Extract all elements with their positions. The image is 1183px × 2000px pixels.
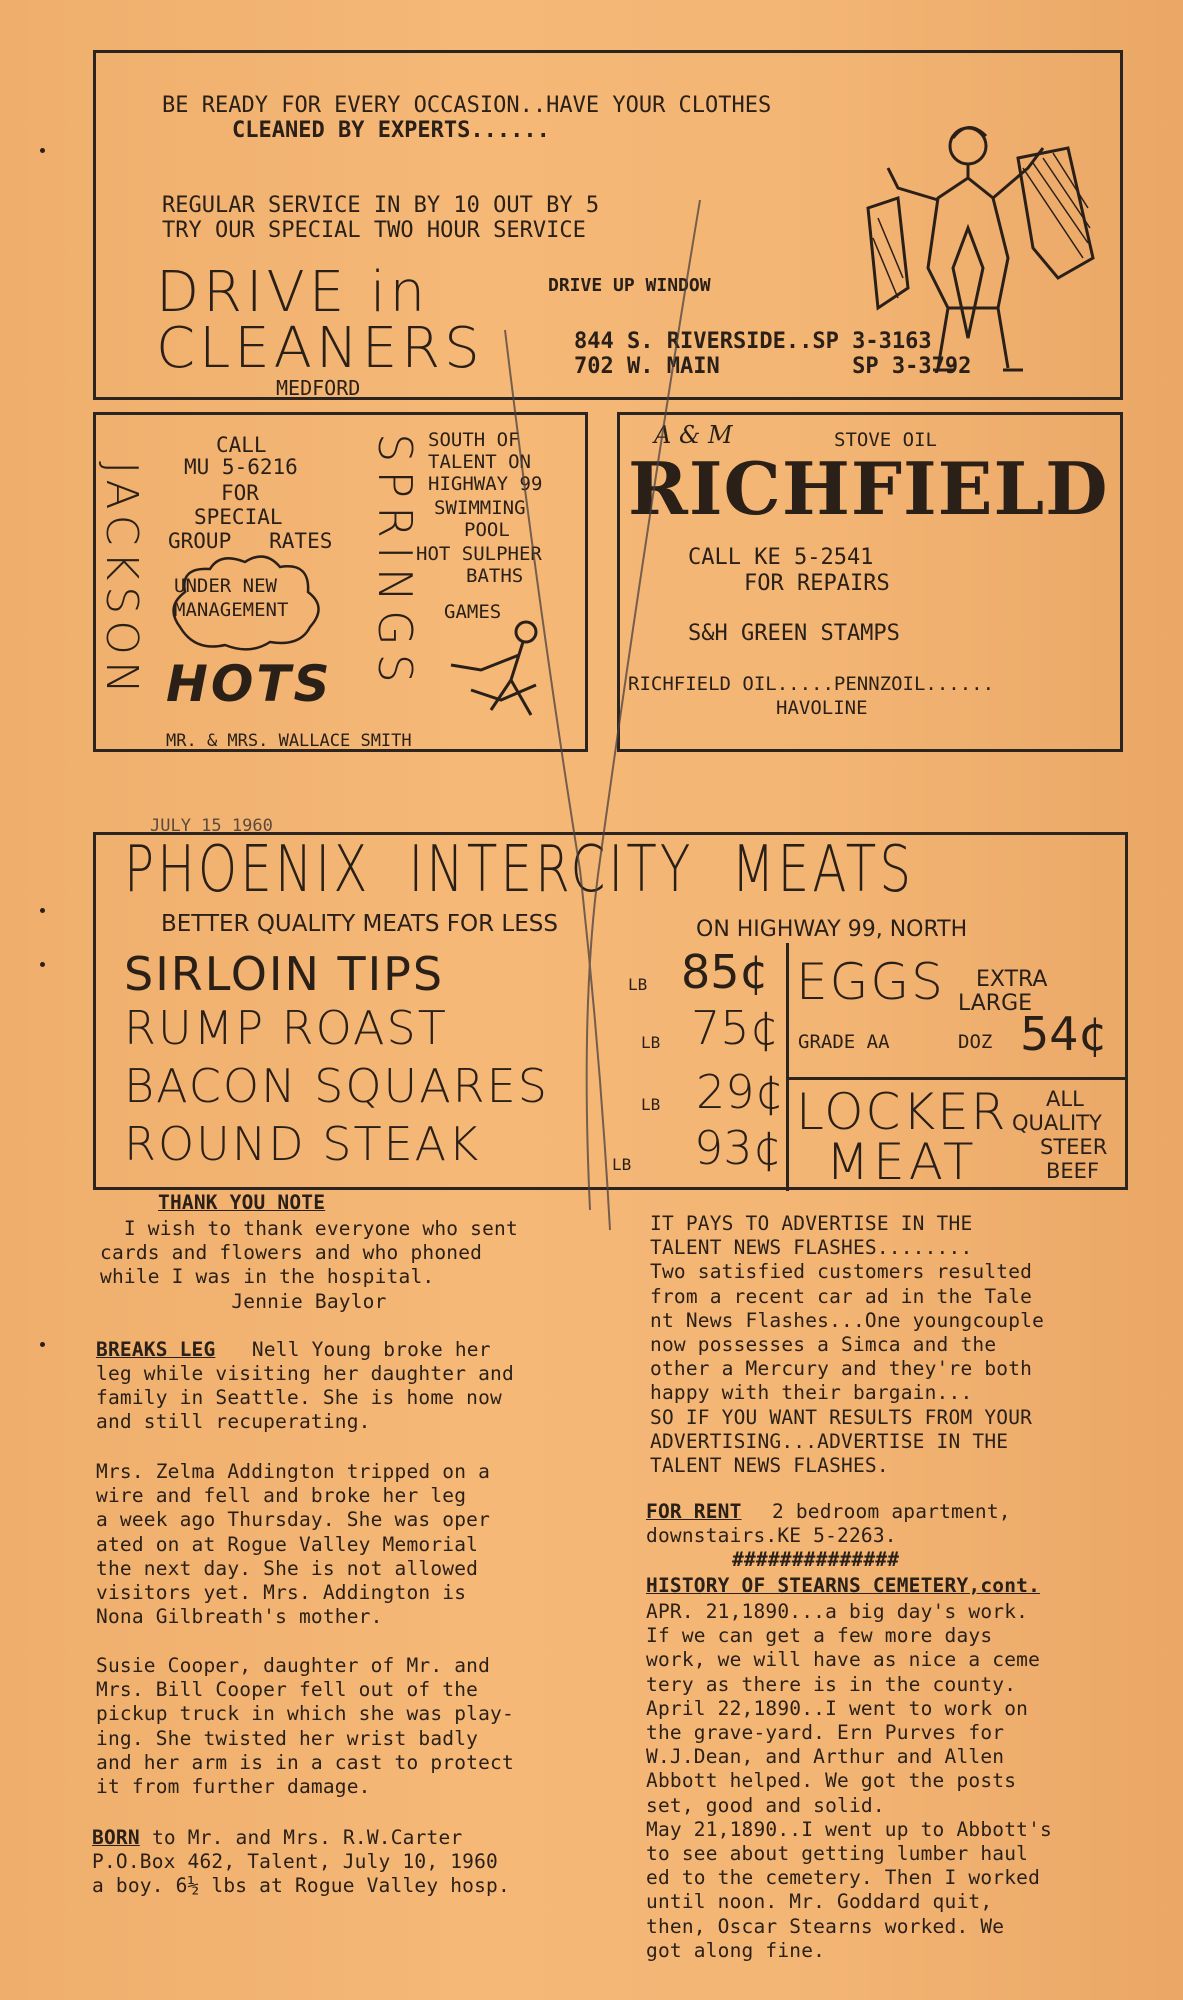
locker-quality: QUALITY [1012,1111,1102,1135]
thank-you-heading: THANK YOU NOTE [158,1191,326,1214]
richfield-logo-text: RICHFIELD [628,446,1109,531]
for-rent-first-line: 2 bedroom apartment, [760,1500,1011,1523]
richfield-stamps: S&H GREEN STAMPS [688,621,900,646]
eggs-large: LARGE [958,991,1033,1016]
meat-item-price: 85¢ [681,945,769,999]
section-divider: ############## [732,1548,900,1571]
eggs-extra: EXTRA [976,967,1048,992]
meat-item-name: RUMP ROAST [124,1001,448,1055]
richfield-havoline: HAVOLINE [776,697,868,719]
jackson-under-new: UNDER NEW [174,575,277,597]
jackson-baths: BATHS [466,565,524,587]
for-rent-body: downstairs.KE 5-2263. [646,1524,897,1547]
born-first-line: to Mr. and Mrs. R.W.Carter [140,1826,463,1849]
for-rent-heading: FOR RENT [646,1500,742,1523]
drive-up-window: DRIVE UP WINDOW [548,275,711,296]
cleaners-name-2: CLEANERS [156,316,484,381]
locker-steer: STEER [1040,1135,1108,1159]
breaks-leg-heading: BREAKS LEG [96,1338,216,1361]
meat-item-price: 75¢ [691,1001,779,1055]
jackson-group-rates: GROUP RATES [168,529,333,553]
born-body: P.O.Box 462, Talent, July 10, 1960 a boy. 6½ lbs at Rogue Valley hosp. [92,1850,510,1898]
cleaners-name-1: DRIVE in [156,260,430,325]
eggs-grade: GRADE AA [798,1031,890,1053]
cleaners-line-4: TRY OUR SPECIAL TWO HOUR SERVICE [162,218,586,243]
jackson-sulpher: HOT SULPHER [416,543,542,565]
jackson-talent-on: TALENT ON [428,451,531,473]
richfield-repairs: FOR REPAIRS [744,571,890,596]
meat-item-name: ROUND STEAK [124,1117,481,1171]
breaks-leg-body: leg while visiting her daughter and family in Seattle. She is home now and still recuperating. [96,1362,514,1434]
meat-item-name: BACON SQUARES [124,1059,549,1113]
meat-item-price: 93¢ [694,1121,782,1175]
jackson-vertical-text: JACKSON [95,461,147,700]
eggs-doz: DOZ [958,1031,993,1053]
eggs-label: EGGS [796,953,945,1011]
cleaners-address-2: 702 W. MAIN SP 3-3792 [574,354,972,379]
margin-mark [40,148,45,153]
springs-vertical-text: SPRINGS [367,433,422,691]
born-heading: BORN [92,1826,140,1849]
addington-paragraph: Mrs. Zelma Addington tripped on a wire and fell and broke her leg a week ago Thursday. She was oper ated on at Rogue Valley Memorial the next day. She is not allowed visitors yet. Mrs. Addington is Nona Gilbreath's mother. [96,1460,491,1629]
jackson-pool: POOL [464,519,510,541]
meat-item-unit: LB [641,1095,661,1114]
meats-location: ON HIGHWAY 99, NORTH [696,917,968,942]
richfield-oils: RICHFIELD OIL.....PENNZOIL...... [628,673,995,695]
meats-date-stamp: JULY 15 1960 [150,816,273,836]
jackson-swimming: SWIMMING [434,497,526,519]
meat-item-price: 29¢ [696,1065,784,1119]
meat-item-unit: LB [641,1033,661,1052]
jackson-owners: MR. & MRS. WALLACE SMITH [166,731,412,751]
jackson-management: MANAGEMENT [174,599,289,621]
margin-mark [40,908,45,913]
locker-label: LOCKER [796,1083,1008,1141]
jackson-phone: MU 5-6216 [184,455,298,479]
meat-item-unit: LB [612,1155,632,1174]
cleaners-line-1: BE READY FOR EVERY OCCASION..HAVE YOUR CLOTHES [162,93,772,118]
eggs-price: 54¢ [1020,1007,1108,1061]
cleaners-line-3: REGULAR SERVICE IN BY 10 OUT BY 5 [162,193,600,218]
meats-tagline: BETTER QUALITY MEATS FOR LESS [161,911,558,937]
am-label: A & M [654,421,733,449]
jackson-games: GAMES [444,601,502,623]
cleaners-address-1: 844 S. RIVERSIDE..SP 3-3163 [574,329,932,354]
jackson-call: CALL [216,433,267,457]
advertise-paragraph: IT PAYS TO ADVERTISE IN THE TALENT NEWS FLASHES........ Two satisfied customers resulted from a recent car ad in the Tale nt News Flashes...One youngcouple now possesses a Simca and the other a Mercury and they're both happy with their bargain... SO IF YOU WANT RESULTS FROM YOUR ADVERTISING...ADVERTISE IN THE TALENT NEWS FLASHES. [650,1212,1045,1478]
meats-title: PHOENIX INTERCITY MEATS [124,833,915,907]
jackson-special: SPECIAL [194,505,283,529]
history-heading: HISTORY OF STEARNS CEMETERY,cont. [646,1574,1041,1597]
history-body: APR. 21,1890...a big day's work. If we can get a few more days work, we will have as nice a ceme tery as there is in the county. April 22,1890..I went to work on the grave-yard. Ern Purves for W.J.Dean, and Arthur and Allen Abbott helped. We got the posts set, good and solid. May 21,1890..I went up to Abbott's to see about getting lumber haul ed to the cemetery. Then I worked until noon. Mr. Goddard quit, then, Oscar Stearns worked. We got along fine. [646,1600,1052,1962]
jackson-south-of: SOUTH OF [428,429,520,451]
hots-logo-text: HOTS [166,655,333,713]
meat-label: MEAT [826,1133,978,1191]
meat-item-unit: LB [628,975,648,994]
stove-oil-label: STOVE OIL [834,429,937,451]
breaks-leg-first-line: Nell Young broke her [228,1338,491,1361]
cooper-paragraph: Susie Cooper, daughter of Mr. and Mrs. Bill Cooper fell out of the pickup truck in which she was play- ing. She twisted her wrist badly and her arm is in a cast to protect it from further damage. [96,1654,514,1799]
cleaners-city: MEDFORD [276,376,361,400]
jackson-highway: HIGHWAY 99 [428,473,543,495]
jackson-for: FOR [221,481,259,505]
locker-beef: BEEF [1046,1159,1100,1183]
margin-mark [40,1342,45,1347]
margin-mark [40,962,45,967]
thank-you-body: I wish to thank everyone who sent cards and flowers and who phoned while I was in the hospital. Jennie Baylor [100,1217,518,1313]
richfield-call: CALL KE 5-2541 [688,545,874,570]
meat-item-name: SIRLOIN TIPS [124,947,445,1001]
cleaners-line-2: CLEANED BY EXPERTS...... [232,118,550,143]
locker-all: ALL [1046,1087,1084,1111]
